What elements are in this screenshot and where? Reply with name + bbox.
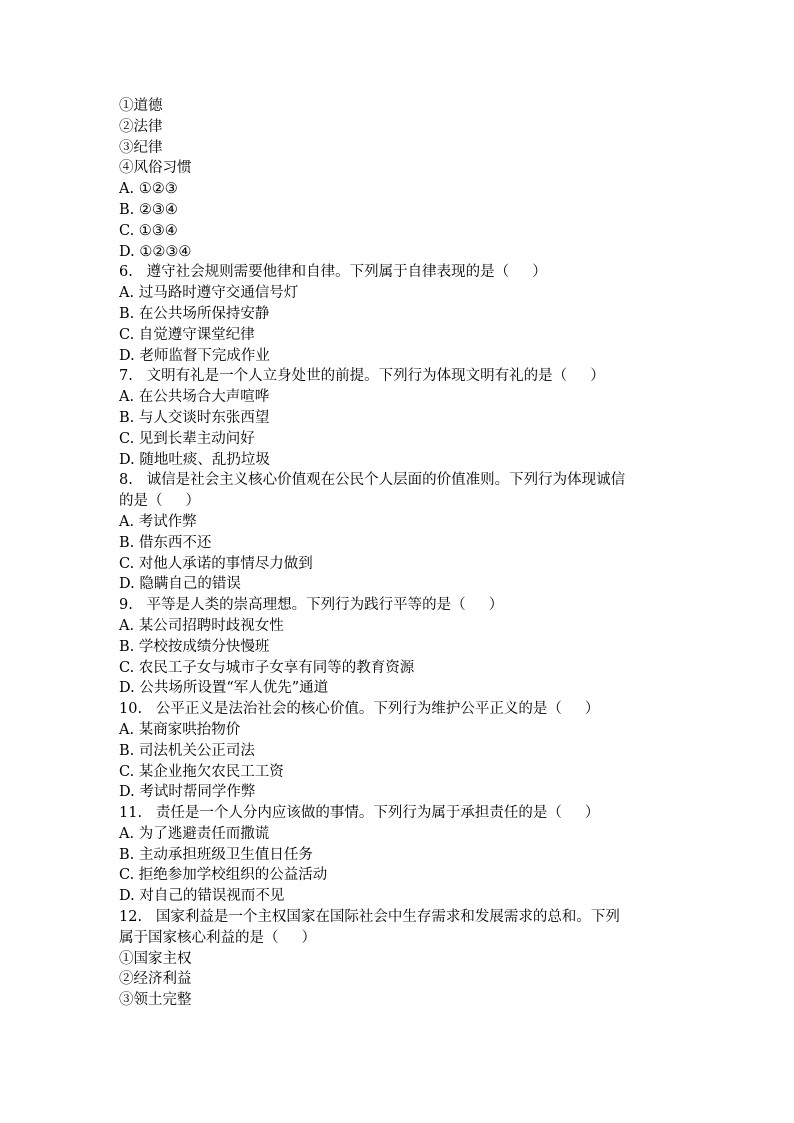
answer-choice: A. 为了逃避责任而撒谎: [119, 825, 270, 842]
question-10: 10. 公平正义是法治社会的核心价值。下列行为维护公平正义的是（ ）: [119, 701, 600, 718]
answer-choice: B. ②③④: [119, 201, 178, 218]
answer-choice: D. ①②③④: [119, 243, 192, 260]
question-8: 8. 诚信是社会主义核心价值观在公民个人层面的价值准则。下列行为体现诚信: [119, 472, 626, 489]
option-item: ②经济利益: [119, 971, 192, 988]
answer-choice: C. ①③④: [119, 222, 178, 239]
answer-choice: A. 在公共场合大声喧哗: [119, 389, 270, 406]
answer-choice: C. 见到长辈主动问好: [119, 430, 255, 447]
option-item: ③纪律: [119, 139, 163, 156]
question-11: 11. 责任是一个人分内应该做的事情。下列行为属于承担责任的是（ ）: [119, 805, 600, 822]
option-item: ③领土完整: [119, 992, 192, 1009]
answer-choice: A. 某商家哄抬物价: [119, 721, 241, 738]
answer-choice: A. 某公司招聘时歧视女性: [119, 617, 284, 634]
answer-choice: D. 对自己的错误视而不见: [119, 888, 285, 905]
question-9: 9. 平等是人类的崇高理想。下列行为践行平等的是（ ）: [119, 597, 504, 614]
answer-choice: D. 公共场所设置“军人优先”通道: [119, 680, 329, 697]
answer-choice: D. 老师监督下完成作业: [119, 347, 270, 364]
question-6: 6. 遵守社会规则需要他律和自律。下列属于自律表现的是（ ）: [119, 264, 547, 281]
answer-choice: C. 自觉遵守课堂纪律: [119, 326, 255, 343]
answer-choice: D. 隐瞒自己的错误: [119, 576, 241, 593]
answer-choice: A. 过马路时遵守交通信号灯: [119, 285, 299, 302]
answer-choice: B. 学校按成绩分快慢班: [119, 638, 270, 655]
option-item: ④风俗习惯: [119, 160, 192, 177]
option-item: ②法律: [119, 118, 163, 135]
answer-choice: B. 司法机关公正司法: [119, 742, 255, 759]
question-12-continued: 属于国家核心利益的是（ ）: [119, 929, 317, 946]
question-7: 7. 文明有礼是一个人立身处世的前提。下列行为体现文明有礼的是（ ）: [119, 368, 605, 385]
answer-choice: A. 考试作弊: [119, 513, 197, 530]
answer-choice: D. 考试时帮同学作弊: [119, 784, 256, 801]
document-page: [119, 96, 679, 1011]
answer-choice: C. 某企业拖欠农民工工资: [119, 763, 284, 780]
answer-choice: C. 拒绝参加学校组织的公益活动: [119, 867, 328, 884]
answer-choice: B. 借东西不还: [119, 534, 212, 551]
answer-choice: C. 农民工子女与城市子女享有同等的教育资源: [119, 659, 415, 676]
answer-choice: B. 主动承担班级卫生值日任务: [119, 846, 313, 863]
answer-choice: C. 对他人承诺的事情尽力做到: [119, 555, 313, 572]
question-8-continued: 的是（ ）: [119, 493, 201, 510]
answer-choice: A. ①②③: [119, 181, 178, 198]
option-item: ①国家主权: [119, 950, 192, 967]
answer-choice: B. 在公共场所保持安静: [119, 305, 270, 322]
question-12: 12. 国家利益是一个主权国家在国际社会中生存需求和发展需求的总和。下列: [119, 909, 620, 926]
answer-choice: B. 与人交谈时东张西望: [119, 409, 270, 426]
answer-choice: D. 随地吐痰、乱扔垃圾: [119, 451, 270, 468]
option-item: ①道德: [119, 98, 163, 114]
